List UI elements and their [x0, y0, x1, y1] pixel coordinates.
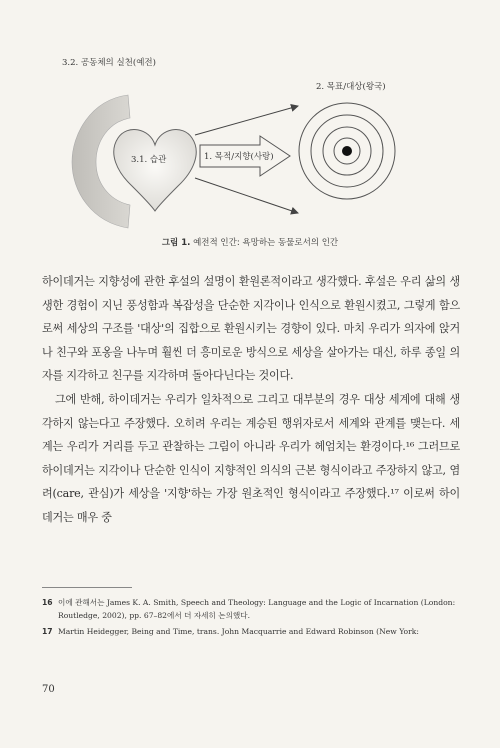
- target-icon: [299, 103, 395, 199]
- lower-arrow: [195, 178, 298, 213]
- footnote-text: 이에 관해서는 James K. A. Smith, Speech and Theology: Language and the Logic of Incarnation (London: Routledge, 2002), pp. 67–82에서 더 자세히 논의했다.: [58, 598, 456, 620]
- label-goal: 2. 목표/대상(왕국): [316, 82, 386, 92]
- footnote: [42, 596, 460, 622]
- label-purpose: 1. 목적/지향(사랑): [204, 152, 274, 162]
- figure-caption-text: 예전적 인간: 욕망하는 동물로서의 인간: [193, 238, 339, 248]
- footnote-number: 17: [42, 627, 53, 636]
- footnote-rule: [42, 587, 132, 588]
- figure-diagram: [0, 0, 500, 260]
- footnote: [42, 625, 460, 638]
- footnotes: [42, 596, 460, 641]
- upper-arrow: [195, 106, 298, 135]
- figure-caption-prefix: 그림 1.: [161, 238, 191, 248]
- label-community-practice: 3.2. 공동체의 실천(예전): [62, 58, 156, 68]
- footnote-number: 16: [42, 598, 53, 607]
- footnote-text: Martin Heidegger, Being and Time, trans. John Macquarrie and Edward Robinson (New York:: [58, 627, 419, 636]
- paragraph: 그에 반해, 하이데거는 우리가 일차적으로 그리고 대부분의 경우 대상 세계에 대해 생각하지 않는다고 주장했다. 오히려 우리는 계승된 행위자로서 세계와 관계를 맺는다. 세계는 우리가 거리를 두고 관찰하는 그림이 아니라 우리가 헤엄치는 환경이다.¹⁶ 그러므로 하이데거는 지각이나 단순한 인식이 지향적인 의식의 근본 형식이라고 주장하지 않고, 염려(care, 관심)가 세상을 '지향'하는 가장 원초적인 형식이라고 주장했다.¹⁷ 이로써 하이데거는 매우 중: [42, 392, 460, 524]
- body-text: [42, 270, 460, 530]
- label-habit: 3.1. 습관: [131, 155, 167, 165]
- figure-1: [0, 0, 500, 260]
- paragraph: 하이데거는 지향성에 관한 후설의 설명이 환원론적이라고 생각했다. 후설은 우리 삶의 생생한 경험이 지닌 풍성함과 복잡성을 단순한 지각이나 인식으로 환원시켰고, 그렇게 함으로써 세상의 구조를 '대상'의 집합으로 환원시키는 경향이 있다. 마치 우리가 의자에 앉거나 친구와 포옹을 나누며 훨씬 더 흥미로운 방식으로 세상을 살아가는 대신, 하루 종일 의자를 지각하고 친구를 지각하며 돌아다닌다는 것이다.: [42, 275, 460, 383]
- figure-caption: [0, 236, 500, 248]
- page-number: 70: [42, 684, 55, 695]
- heart-shape: [114, 130, 196, 211]
